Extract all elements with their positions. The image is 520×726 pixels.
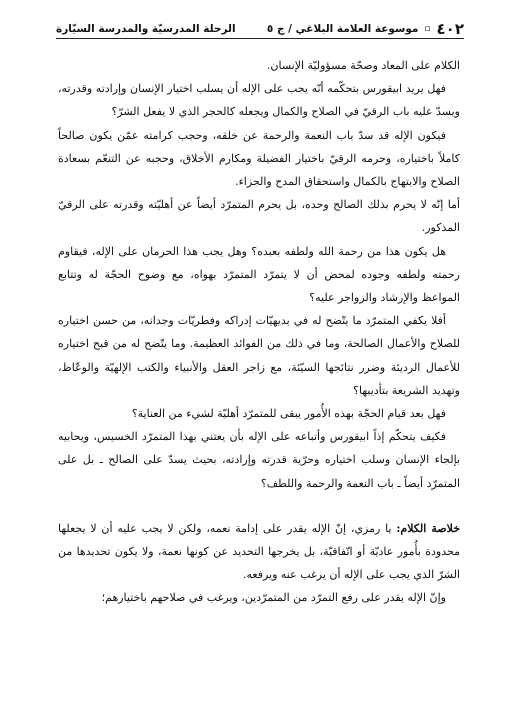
chapter-title: الرحلة المدرسيّة والمدرسة السيّارة bbox=[56, 23, 236, 35]
paragraph bbox=[58, 54, 460, 77]
paragraph-text: أفلا يكفي المتمرّد ما يتّضح له في بديهيّات إدراكه وفطريّات وجدانه، من حسن اختياره للصلاح والأعمال الصالحة، وما في ذلك من الفوائد العظيمة. وما يتّضح له من قبح اختياره للأعمال الرديئة وضرر نتائجها السيّئة، مع زاجر العقل والأنبياء والكتب الإلهيّة والوعّاظ، وتهديد الشريعة بتأديبها؟ bbox=[58, 314, 460, 397]
paragraph-text: الكلام على المعاد وصحّة مسؤوليّة الإنسان. bbox=[266, 59, 460, 72]
paragraph bbox=[58, 309, 460, 402]
paragraph-text: أما إنّه لا يحرم بذلك الصالح وحده، بل يحرم المتمرّد أيضاً عن أهليّته وقدرته على الرقيّ المذكور. bbox=[58, 198, 460, 235]
paragraph-text: فيكون الإله قد سدّ باب النعمة والرحمة عن خلقه، وحجب كرامته عمّن يكون صالحاً كاملاً باختياره، وحرمه الرقيّ باختيار الفضيلة ومكارم الأخلاق، وحجبه عن التنعّم بسعادة الصلاح والابتهاج بالكمال واستحقاق المدح والجزاء. bbox=[58, 128, 460, 189]
paragraph-text: وإنّ الإله يقدر على رفع التمرّد من المتمرّدين، ويرغب في صلاحهم باختيارهم؛ bbox=[101, 591, 446, 605]
paragraph-text: يا رمزي، إنّ الإله يقدر على إدامة نعمه، ولكن لا يجب عليه أن لا يجعلها محدودة بأُمور عاديّة أو اتّفاقيّة، بل يخرجها التحديد عن كونها نعمة، ولا يكون تحديدها من الشرّ الذي يجب على الإله أن يرغب عنه ويرفعه. bbox=[58, 521, 460, 582]
paragraph-text: فكيف يتحكّم إذاً ابيقورس وأتباعه على الإله بأن يعتني بهذا المتمرّد الخسيس، ويحابيه بإلجاء الإنسان وسلب اختياره وحرّية قدرته وإرادته، بحيث يسدّ على الصالح ـ بل على المتمرّد أيضاً ـ باب النعمة والرحمة واللطف؟ bbox=[58, 430, 460, 490]
paragraph bbox=[58, 240, 460, 310]
encyclopedia-title: موسوعة العلامة البلاغي / ج ٥ bbox=[266, 23, 419, 35]
running-header bbox=[56, 16, 464, 36]
paragraph-text: فهل يريد ابيقورس بتحكّمه أنّه يجب على الإله أن يسلب اختيار الإنسان وإرادته وقدرته، ويسدّ عليه باب الرقيّ في الصلاح والكمال ويجعله كالحجر الذي لا يفعل الشرّ؟ bbox=[58, 82, 460, 119]
paragraph bbox=[58, 193, 460, 239]
header-divider bbox=[56, 38, 464, 39]
paragraph bbox=[58, 586, 460, 609]
body-text bbox=[58, 54, 460, 610]
paragraph bbox=[58, 77, 460, 123]
paragraph bbox=[58, 425, 460, 495]
paragraph bbox=[58, 124, 460, 194]
paragraph-text: فهل بعد قيام الحجّة بهذه الأُمور يبقى للمتمرّد أهليّة لشيء من العناية؟ bbox=[131, 407, 446, 421]
header-separator: ▫ bbox=[424, 24, 431, 34]
page-number: ٤٠٢ bbox=[436, 20, 464, 38]
paragraph-lead: خلاصة الكلام: bbox=[396, 521, 460, 535]
paragraph-text: هل يكون هذا من رحمة الله ولطفه بعبده؟ وهل يجب هذا الحرمان على الإله، فيقاوم رحمته ولطفه وجوده لمحض أن لا يتمرّد المتمرّد بهواه، مع وضوح الحجّة له وتتابع المواعظ والإرشاد والزواجر عليه؟ bbox=[58, 244, 460, 305]
header-book-info bbox=[267, 22, 464, 36]
paragraph bbox=[58, 517, 460, 587]
paragraph bbox=[58, 402, 460, 425]
